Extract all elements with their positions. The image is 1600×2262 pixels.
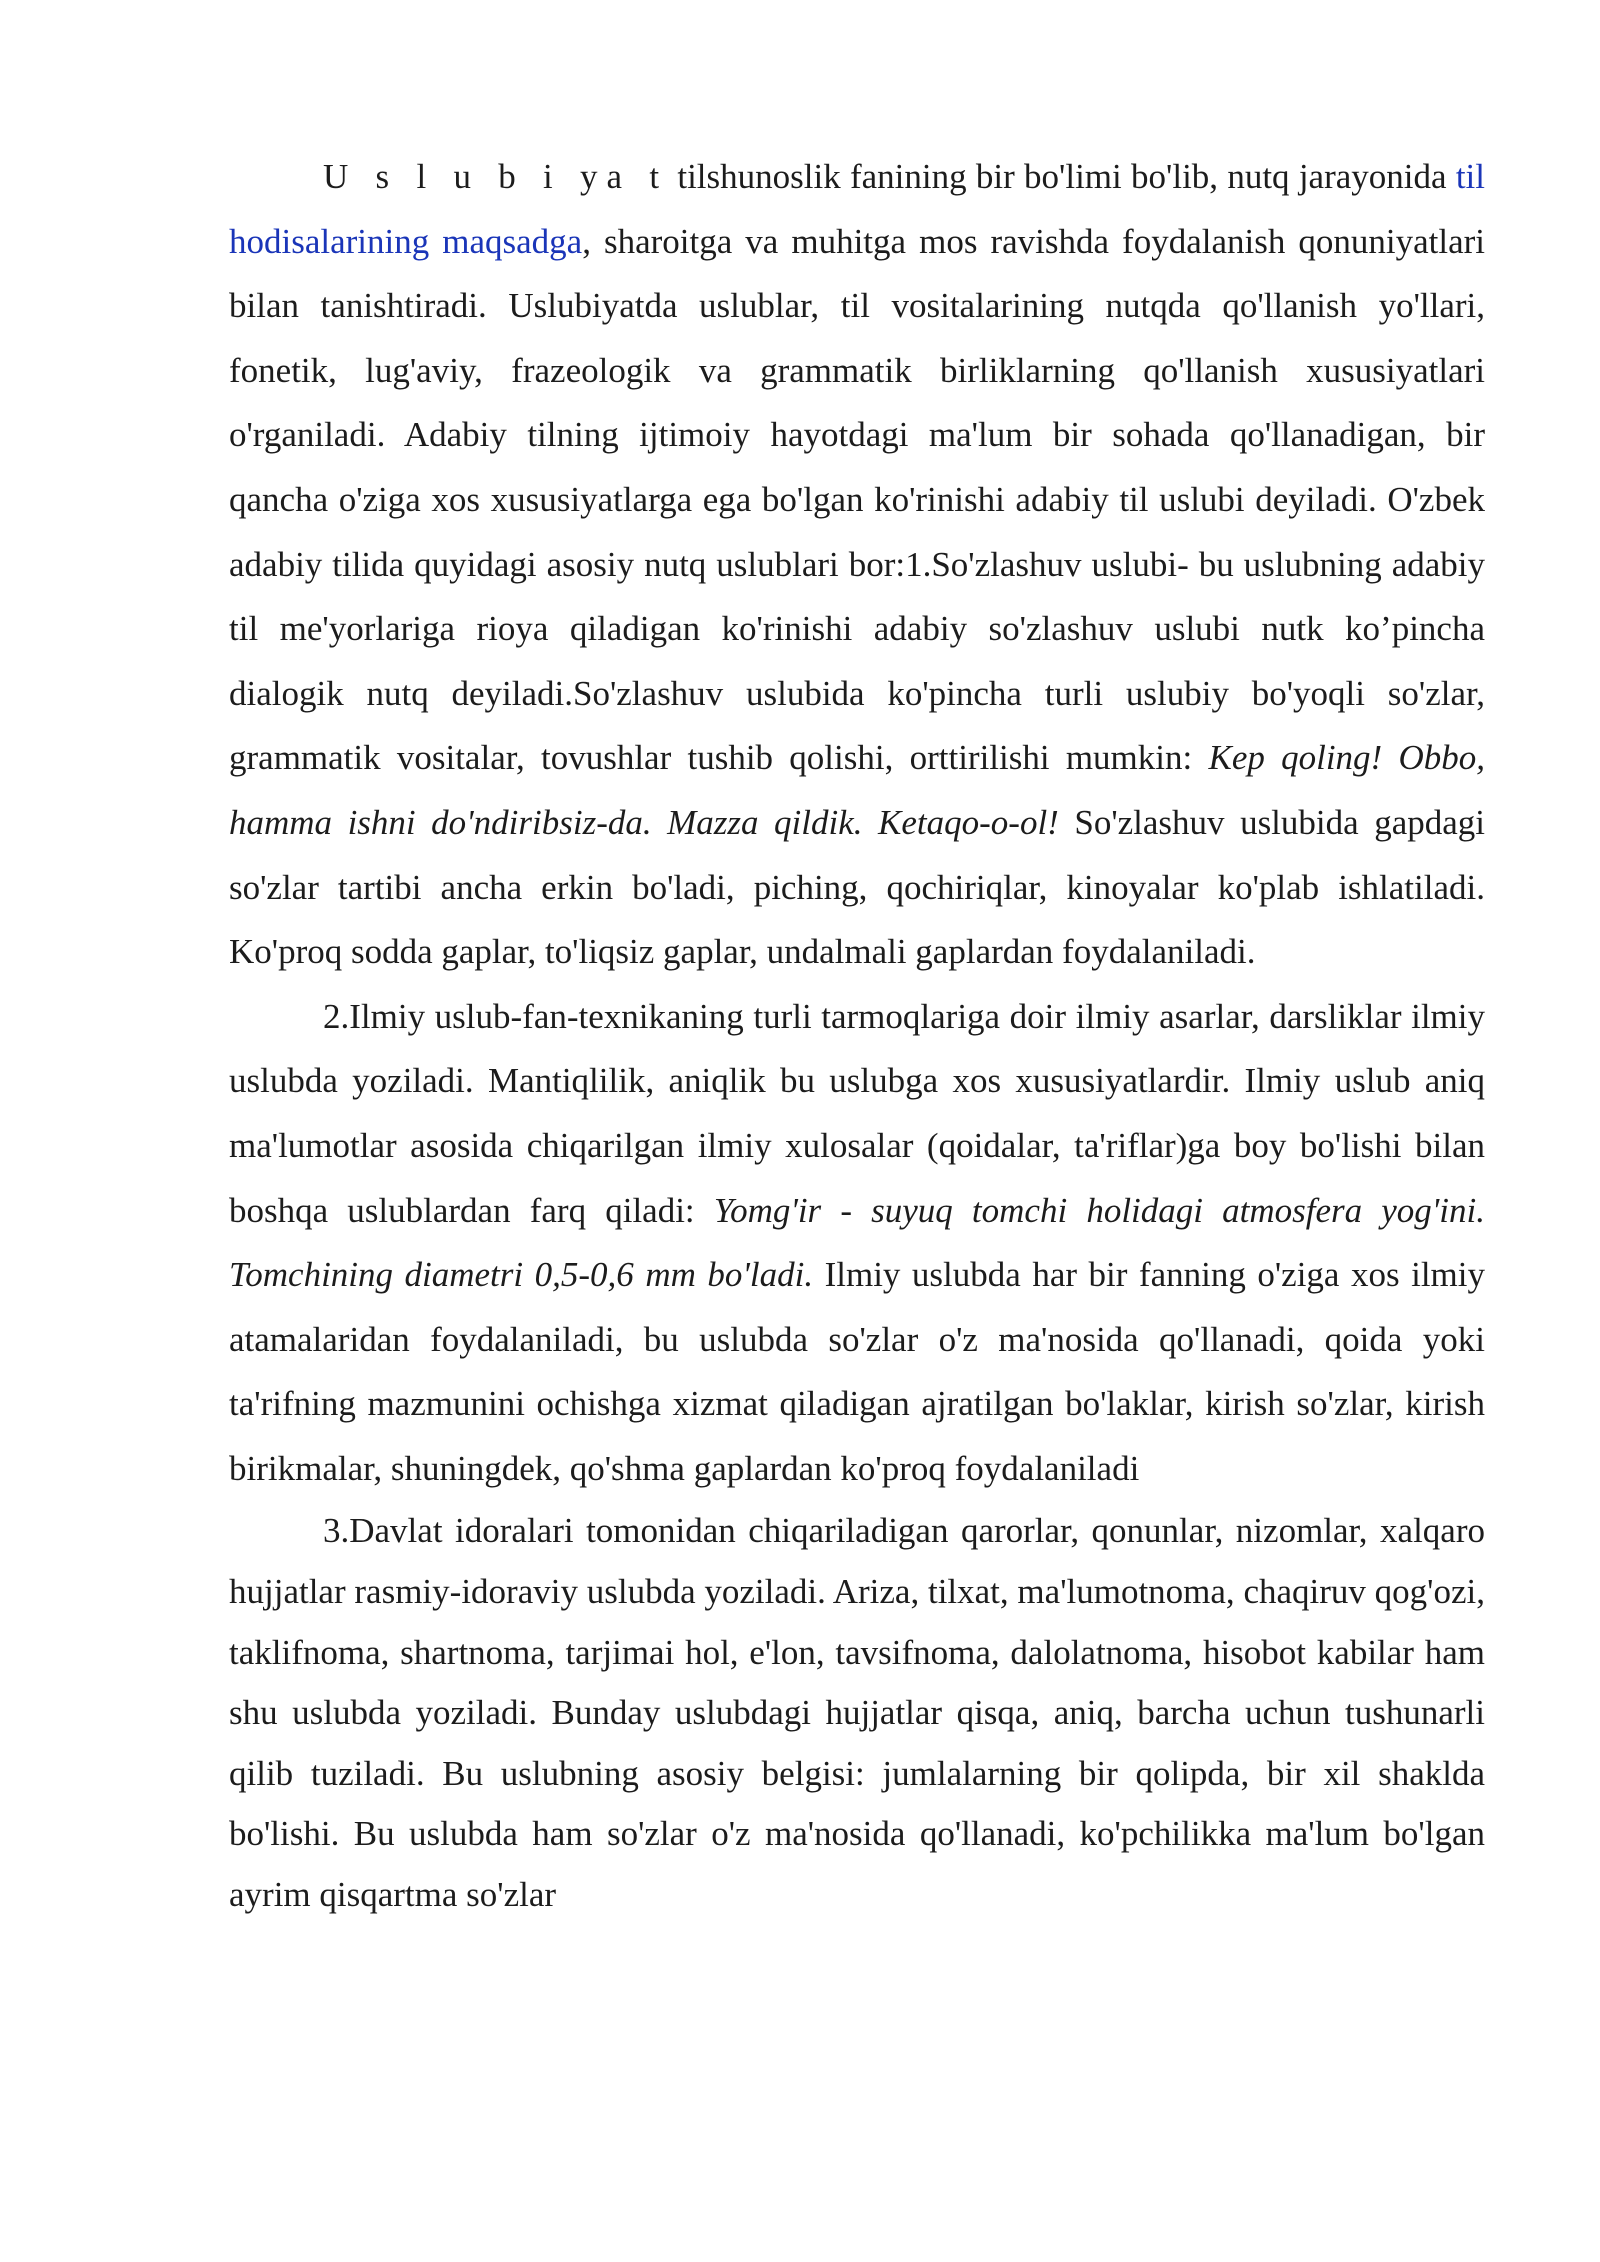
paragraph-2: [229, 985, 1485, 1502]
document-body: [229, 145, 1485, 1926]
paragraph-3: [229, 1501, 1485, 1925]
hyperlink-til-hodisalari[interactable]: til hodisalarining maqsadga: [229, 157, 1485, 261]
text-segment: tilshunoslik fanining bir bo'limi bo'lib, nutq jarayonida: [668, 157, 1456, 196]
text-segment: 3.Davlat idoralari tomonidan chiqariladigan qarorlar, qonunlar, nizomlar, xalqaro hujjatlar rasmiy-idoraviy uslubda yoziladi. Ariza, tilxat, ma'lumotnoma, chaqiruv qog'ozi, taklifnoma, shartnoma, tarjimai hol, e'lon, tavsifnoma, dalolatnoma, hisobot kabilar ham shu uslubda yoziladi. Bunday uslubdagi hujjatlar qisqa, aniq, barcha uchun tushunarli qilib tuziladi. Bu uslubning asosiy belgisi: jumlalarning bir qolipda, bir xil shaklda bo'lishi. Bu uslubda ham so'zlar o'z ma'nosida qo'llanadi, ko'pchilikka ma'lum bo'lgan ayrim qisqartma so'zlar: [229, 1511, 1485, 1915]
text-segment: 2.Ilmiy uslub-fan-texnikaning turli tarmoqlariga doir ilmiy asarlar, darsliklar ilmiy uslubda yoziladi. Mantiqlilik, aniqlik bu uslubga xos xususiyatlardir. Ilmiy uslub aniq ma'lumotlar asosida chiqarilgan ilmiy xulosalar (qoidalar, ta'riflar)ga boy bo'lishi bilan boshqa uslublardan farq qiladi:: [229, 996, 1485, 1230]
example-italic: Kep qoling! Obbo, hamma ishni do'ndiribsiz-da. Mazza qildik. Ketaqo-o-ol!: [229, 738, 1485, 842]
paragraph-1: [229, 145, 1485, 985]
text-segment: Ilmiy uslubda har bir fanning o'ziga xos ilmiy atamalaridan foydalaniladi, bu uslubda so'zlar o'z ma'nosida qo'llanadi, qoida yoki ta'rifning mazmunini ochishga xizmat qiladigan ajratilgan bo'laklar, kirish so'zlar, kirish birikmalar, shuningdek, qo'shma gaplardan ko'proq foydalaniladi: [229, 1255, 1485, 1488]
term-uslubiyat: U s l u b i ya t: [323, 157, 669, 196]
text-segment: , sharoitga va muhitga mos ravishda foydalanish qonuniyatlari bilan tanishtiradi. Uslubiyatda uslublar, til vositalarining nutqda qo'llanish yo'llari, fonetik, lug'aviy, frazeologik va grammatik birliklarning qo'llanish xususiyatlari o'rganiladi. Adabiy tilning ijtimoiy hayotdagi ma'lum bir sohada qo'llanadigan, bir qancha o'ziga xos xususiyatlarga ega bo'lgan ko'rinishi adabiy til uslubi deyiladi. O'zbek adabiy tilida quyidagi asosiy nutq uslublari bor:1.So'zlashuv uslubi- bu uslubning adabiy til me'yorlariga rioya qiladigan ko'rinishi adabiy so'zlashuv uslubi nutk ko’pincha dialogik nutq deyiladi.So'zlashuv uslubida ko'pincha turli uslubiy bo'yoqli so'zlar, grammatik vositalar, tovushlar tushib qolishi, orttirilishi mumkin:: [229, 221, 1485, 778]
text-segment: So'zlashuv uslubida gapdagi so'zlar tartibi ancha erkin bo'ladi, piching, qochiriqlar, kinoyalar ko'plab ishlatiladi. Ko'proq sodda gaplar, to'liqsiz gaplar, undalmali gaplardan foydalaniladi.: [229, 802, 1485, 972]
example-italic: Yomg'ir - suyuq tomchi holidagi atmosfera yog'ini. Tomchining diametri 0,5-0,6 mm bo'ladi.: [229, 1190, 1485, 1295]
